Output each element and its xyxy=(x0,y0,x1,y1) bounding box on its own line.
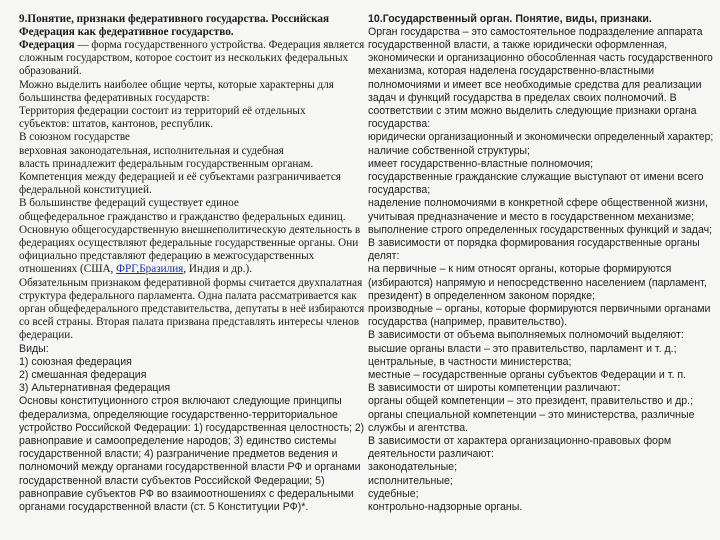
left-text-line: полномочий между органами государственной власти РФ и органами xyxy=(19,461,361,474)
right-text-line: органы общей компетенции – это президент, правительство и др.; xyxy=(368,395,694,408)
left-text-line: равноправие и самоопределение народов; 3) единство системы xyxy=(19,434,337,447)
right-text-line: производные – органы, которые формируются первичными органами xyxy=(368,302,711,315)
left-text-line: 1) союзная федерация xyxy=(19,355,132,368)
right-text-line: юридически организационный и экономически определенный характер; xyxy=(368,131,714,144)
left-text-line: федерации. xyxy=(19,329,74,342)
left-text-line xyxy=(19,263,252,276)
right-text-line: (избираются) напрямую и непосредственно населением (парламент, xyxy=(368,276,707,289)
left-text-line: В союзном государстве xyxy=(19,131,131,144)
right-text-line: В зависимости от широты компетенции различают: xyxy=(368,382,621,395)
right-text-line: исполнительные; xyxy=(368,474,453,487)
left-text-line: верховная законодательная, исполнительная и судебная xyxy=(19,144,284,157)
right-text-line: имеет государственно-властные полномочия; xyxy=(368,157,594,170)
left-text-line: Обязательным признаком федеративной формы считается двухпалатная xyxy=(19,276,363,289)
right-text-line: полномочиями и имеет все необходимые средства для реализации xyxy=(368,78,702,91)
left-text-line: 3) Альтернативная федерация xyxy=(19,382,171,395)
left-text-line: устройство Российской Федерации: 1) государственная целостность; 2) xyxy=(19,421,365,434)
right-text-line: деятельности различают: xyxy=(368,448,494,461)
definition-term: Федерация xyxy=(19,38,75,51)
left-text-line: власть принадлежит федеральным государственным органам. xyxy=(19,157,314,170)
left-text-line: государственной власти; 4) разграничение предметов ведения и xyxy=(19,448,338,461)
right-text-line: законодательные; xyxy=(368,461,458,474)
relations-text: отношениях (США, xyxy=(19,263,117,276)
left-text-line: федерализма, определяющие государственно-территориальное xyxy=(19,408,338,421)
right-column-question-10 xyxy=(368,0,714,540)
right-text-line: наделение полномочиями в конкретной сфере общественной жизни, xyxy=(368,197,708,210)
right-text-line: президент) в определенном законом порядке; xyxy=(368,289,595,302)
left-text-line: образований. xyxy=(19,65,82,78)
right-text-line: органы специальной компетенции – это министерства, различные xyxy=(368,408,695,421)
section-title: 10.Государственный орган. Понятие, виды, признаки. xyxy=(368,12,652,25)
right-text-line: делят: xyxy=(368,250,400,263)
right-text-line: центральные, в частности министерства; xyxy=(368,355,572,368)
right-text-line: экономически и организационно обособленная часть государственного xyxy=(368,52,713,65)
right-text-line: контрольно-надзорные органы. xyxy=(368,500,523,513)
section-title: 9.Понятие, признаки федеративного государства. Российская xyxy=(19,12,330,25)
right-text-line: государства; xyxy=(368,184,431,197)
right-text-line: В зависимости от характера организационно-правовых форм xyxy=(368,434,672,447)
left-text-line: Основную общегосударственную внешнеполитическую деятельность в xyxy=(19,223,361,236)
right-text-line: судебные; xyxy=(368,487,419,500)
right-text-line: Орган государства – это самостоятельное подразделение аппарата xyxy=(368,25,703,38)
left-text-line: структура федерального парламента. Одна палата рассматривается как xyxy=(19,289,357,302)
right-text-line: местные – государственные органы субъектов Федерации и т. п. xyxy=(368,368,687,381)
left-text-line: Территория федерации состоит из территорий её отдельных xyxy=(19,104,306,117)
right-text-line: механизма, которая наделена государственно-властными xyxy=(368,65,655,78)
left-text-line xyxy=(19,39,364,52)
section-title: Федерация как федеративное государство. xyxy=(19,25,234,38)
left-text-line: со всей страны. Вторая палата призвана представлять интересы членов xyxy=(19,316,359,329)
left-text-line: 2) смешанная федерация xyxy=(19,368,147,381)
right-text-line: государственной власти, а также юридически оформленная, xyxy=(368,38,668,51)
left-text-line: равноправие субъектов РФ во взаимоотношениях с федеральными xyxy=(19,487,354,500)
right-text-line: соответствии с этим можно выделить следующие признаки органа xyxy=(368,104,697,117)
right-text-line: наличие собственной структуры; xyxy=(368,144,530,157)
right-text-line: службы и агентства. xyxy=(368,421,469,434)
countries-link[interactable]: ФРГ,Бразилия xyxy=(116,263,184,276)
relations-text-end: , Индия и др.). xyxy=(183,263,252,276)
left-text-line: официально представляют федерацию в межгосударственных xyxy=(19,250,315,263)
right-text-line: учитывая предназначение и место в государственном механизме; xyxy=(368,210,695,223)
right-text-line: государственные гражданские служащие выступают от имени всего xyxy=(368,170,704,183)
left-column-question-9 xyxy=(19,0,365,540)
types-heading: Виды: xyxy=(19,342,49,355)
left-text-line: большинства федеративных государств: xyxy=(19,91,210,104)
right-text-line: высшие органы власти – это правительство, парламент и т. д.; xyxy=(368,342,677,355)
left-text-line: федерациях осуществляют федеральные государственные органы. Они xyxy=(19,236,359,249)
left-text-line: общефедеральное гражданство и гражданство федеральных единиц. xyxy=(19,210,346,223)
left-text-line: Можно выделить наиболее общие черты, которые характерны для xyxy=(19,78,334,91)
right-text-line: выполнение строго определенных государственных функций и задач; xyxy=(368,223,713,236)
left-text-line: государственной власти субъектов Российской Федерации; 5) xyxy=(19,474,325,487)
right-text-line: В зависимости от объема выполняемых полномочий выделяют: xyxy=(368,329,684,342)
definition-text: — форма государственного устройства. Федерация является xyxy=(74,38,365,51)
left-text-line: В большинстве федераций существует единое xyxy=(19,197,239,210)
left-text-line: орган общефедерального представительства, депутаты в неё избираются xyxy=(19,302,365,315)
right-text-line: государства (например, правительство). xyxy=(368,316,568,329)
left-text-line: Основы конституционного строя включают следующие принципы xyxy=(19,395,342,408)
right-text-line: государства: xyxy=(368,118,431,131)
left-text-line: Компетенция между федерацией и её субъектами разграничивается xyxy=(19,170,341,183)
right-text-line: задач и функций государства в пределах своих полномочий. В xyxy=(368,91,677,104)
right-text-line: на первичные – к ним относят органы, которые формируются xyxy=(368,263,672,276)
left-text-line: субъектов: штатов, кантонов, республик. xyxy=(19,118,214,131)
left-text-line: федеральной конституцией. xyxy=(19,184,152,197)
right-text-line: В зависимости от порядка формирования государственные органы xyxy=(368,236,700,249)
left-text-line: сложным государством, которое состоит из нескольких федеральных xyxy=(19,52,349,65)
left-text-line: органами государственной власти (ст. 5 Конституции РФ)*. xyxy=(19,500,309,513)
